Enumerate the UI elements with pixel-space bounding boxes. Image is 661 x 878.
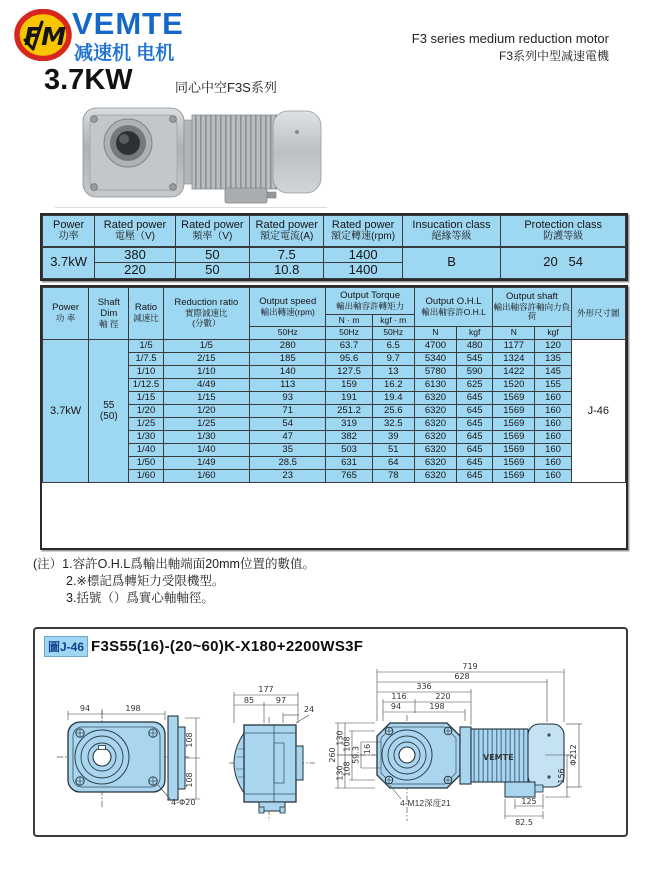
diagram-title bbox=[44, 636, 363, 657]
spec-value-cell: 9.7 bbox=[372, 353, 414, 366]
spec-value-cell: 1/15 bbox=[163, 392, 249, 405]
spec-value-cell: 39 bbox=[372, 431, 414, 444]
spec-table-row bbox=[43, 405, 626, 418]
dimension-label: 24 bbox=[303, 705, 315, 714]
col-ratio: Ratio 減速比 bbox=[129, 288, 163, 340]
spec-value-cell: 135 bbox=[535, 353, 571, 366]
dimension-diagram-box bbox=[33, 627, 628, 837]
spec-value-cell: 19.4 bbox=[372, 392, 414, 405]
spec-value-cell: 93 bbox=[250, 392, 326, 405]
side-view-drawing bbox=[229, 685, 315, 821]
spec-value-cell: 1/25 bbox=[129, 418, 163, 431]
col-frequency: Rated power 頻率（V) bbox=[175, 216, 249, 247]
dimension-label: 116 bbox=[391, 692, 407, 701]
spec-value-cell: 4700 bbox=[414, 340, 456, 353]
spec-value-cell: 1/5 bbox=[129, 340, 163, 353]
spec-value-cell: 1569 bbox=[493, 392, 535, 405]
spec-value-cell: 5340 bbox=[414, 353, 456, 366]
series-title-zh: F3系列中型减速電機 bbox=[498, 49, 609, 63]
dimension-label: 130 bbox=[335, 765, 345, 781]
spec-value-cell: 155 bbox=[535, 379, 571, 392]
col-dimension-drawing: 外形尺寸圖 bbox=[571, 288, 625, 340]
sub-50hz: 50Hz bbox=[250, 327, 326, 340]
spec-value-cell: 160 bbox=[535, 457, 571, 470]
dimension-label: 220 bbox=[435, 692, 451, 701]
spec-value-cell: 645 bbox=[457, 444, 493, 457]
diagram-tag-badge: 圖J-46 bbox=[44, 636, 88, 657]
sub-50hz: 50Hz bbox=[372, 327, 414, 340]
dimension-label: 108 bbox=[342, 761, 352, 777]
col-output-speed: Output speed 輸出轉速(rpm) bbox=[250, 288, 326, 327]
spec-value-cell: 1/7.5 bbox=[129, 353, 163, 366]
sub-n: N bbox=[493, 327, 535, 340]
dimension-label: 97 bbox=[275, 696, 287, 705]
speed-value: 1400 bbox=[324, 263, 402, 279]
spec-value-cell: 1/5 bbox=[163, 340, 249, 353]
spec-value-cell: 160 bbox=[535, 392, 571, 405]
shaft-dim-value bbox=[89, 340, 129, 483]
specification-table bbox=[40, 285, 628, 550]
spec-value-cell: 5780 bbox=[414, 366, 456, 379]
current-value: 10.8 bbox=[250, 263, 324, 279]
spec-value-cell: 480 bbox=[457, 340, 493, 353]
spec-value-cell: 280 bbox=[250, 340, 326, 353]
assembly-view-drawing bbox=[328, 662, 582, 827]
spec-value-cell: 160 bbox=[535, 405, 571, 418]
dimension-label: 108 bbox=[342, 736, 352, 752]
spec-value-cell: 6.5 bbox=[372, 340, 414, 353]
spec-value-cell: 1/30 bbox=[163, 431, 249, 444]
dimension-label: 628 bbox=[454, 672, 470, 681]
spec-value-cell: 13 bbox=[372, 366, 414, 379]
spec-value-cell: 1422 bbox=[493, 366, 535, 379]
dimension-label: 59.3 bbox=[351, 746, 361, 764]
spec-value-cell: 6320 bbox=[414, 418, 456, 431]
spec-value-cell: 35 bbox=[250, 444, 326, 457]
spec-value-cell: 51 bbox=[372, 444, 414, 457]
power-value: 3.7kW bbox=[43, 247, 95, 279]
spec-value-cell: 382 bbox=[326, 431, 372, 444]
dimension-label: 108 bbox=[185, 772, 194, 788]
spec-value-cell: 6320 bbox=[414, 444, 456, 457]
spec-value-cell: 1324 bbox=[493, 353, 535, 366]
shaft-dim-solid: (50) bbox=[99, 411, 118, 422]
voltage-value: 220 bbox=[95, 263, 175, 279]
diagram-model-code: F3S55(16)-(20~60)K-X180+2200WS3F bbox=[91, 638, 364, 655]
spec-value-cell: 1/20 bbox=[163, 405, 249, 418]
spec-value-cell: 160 bbox=[535, 444, 571, 457]
current-value: 7.5 bbox=[250, 247, 324, 263]
spec-value-cell: 645 bbox=[457, 470, 493, 483]
col-output-torque: Output Torque 輸出軸容許轉矩力 bbox=[326, 288, 414, 315]
spec-value-cell: 645 bbox=[457, 392, 493, 405]
spec-value-cell: 1/60 bbox=[129, 470, 163, 483]
dimension-label: 4-Φ20 bbox=[171, 798, 196, 807]
frequency-value: 50 bbox=[175, 247, 249, 263]
spec-table-row bbox=[43, 457, 626, 470]
footnotes bbox=[33, 556, 315, 607]
spec-value-cell: 25.6 bbox=[372, 405, 414, 418]
col-insulation: Insucation class 絕緣等級 bbox=[402, 216, 501, 247]
col-voltage: Rated power 電壓（V) bbox=[95, 216, 175, 247]
spec-value-cell: 1177 bbox=[493, 340, 535, 353]
dimension-label: 108 bbox=[185, 732, 194, 748]
dimension-label: 336 bbox=[416, 682, 432, 691]
spec-value-cell: 1/15 bbox=[129, 392, 163, 405]
power-value: 3.7kW bbox=[43, 340, 89, 483]
spec-value-cell: 32.5 bbox=[372, 418, 414, 431]
col-shaft-dim: Shaft Dim 軸 徑 bbox=[89, 288, 129, 340]
spec-table-row bbox=[43, 366, 626, 379]
spec-value-cell: 1/30 bbox=[129, 431, 163, 444]
gearmotor-photo bbox=[75, 102, 331, 204]
spec-table-row bbox=[43, 470, 626, 483]
spec-value-cell: 645 bbox=[457, 457, 493, 470]
shaft-dim-hollow: 55 bbox=[103, 399, 115, 411]
dimension-label: 85 bbox=[243, 696, 255, 705]
dimension-label: 198 bbox=[125, 704, 141, 713]
spec-value-cell: 625 bbox=[457, 379, 493, 392]
spec-table-row bbox=[43, 379, 626, 392]
spec-value-cell: 590 bbox=[457, 366, 493, 379]
spec-value-cell: 54 bbox=[250, 418, 326, 431]
vemte-logo-icon bbox=[14, 9, 72, 61]
spec-table-body bbox=[43, 340, 626, 483]
spec-value-cell: 1/40 bbox=[129, 444, 163, 457]
series-title-en: F3 series medium reduction motor bbox=[411, 31, 609, 46]
spec-value-cell: 6130 bbox=[414, 379, 456, 392]
spec-value-cell: 645 bbox=[457, 418, 493, 431]
photo-baseline bbox=[55, 207, 327, 208]
spec-value-cell: 251.2 bbox=[326, 405, 372, 418]
spec-value-cell: 140 bbox=[250, 366, 326, 379]
dimension-label: 130 bbox=[335, 730, 345, 746]
dimension-drawing-ref: J-46 bbox=[571, 340, 625, 483]
dimension-label: 125 bbox=[521, 797, 537, 806]
spec-value-cell: 631 bbox=[326, 457, 372, 470]
spec-value-cell: 1/50 bbox=[129, 457, 163, 470]
col-protection: Protection class 防護等級 bbox=[501, 216, 626, 247]
spec-value-cell: 545 bbox=[457, 353, 493, 366]
spec-value-cell: 23 bbox=[250, 470, 326, 483]
col-reduction-ratio: Reduction ratio 實際減速比 (分數） bbox=[163, 288, 249, 340]
col-current: Rated power 額定電流(A) bbox=[250, 216, 324, 247]
series-label: 同心中空F3S系列 bbox=[175, 80, 277, 95]
spec-value-cell: 6320 bbox=[414, 405, 456, 418]
spec-value-cell: 1569 bbox=[493, 457, 535, 470]
spec-value-cell: 64 bbox=[372, 457, 414, 470]
front-view-drawing bbox=[57, 704, 200, 807]
spec-value-cell: 78 bbox=[372, 470, 414, 483]
spec-value-cell: 113 bbox=[250, 379, 326, 392]
spec-value-cell: 1/12.5 bbox=[129, 379, 163, 392]
dimension-label: 177 bbox=[258, 685, 274, 694]
spec-value-cell: 1/10 bbox=[129, 366, 163, 379]
spec-value-cell: 120 bbox=[535, 340, 571, 353]
spec-value-cell: 47 bbox=[250, 431, 326, 444]
spec-table-row bbox=[43, 392, 626, 405]
spec-table-row bbox=[43, 353, 626, 366]
spec-value-cell: 160 bbox=[535, 431, 571, 444]
spec-value-cell: 6320 bbox=[414, 392, 456, 405]
dimension-label: 4-M12深度21 bbox=[400, 798, 451, 808]
frequency-value: 50 bbox=[175, 263, 249, 279]
brand-subtitle: 减速机 电机 bbox=[74, 43, 175, 64]
col-speed: Rated power 額定轉速(rpm) bbox=[324, 216, 402, 247]
speed-value: 1400 bbox=[324, 247, 402, 263]
spec-value-cell: 127.5 bbox=[326, 366, 372, 379]
spec-table-row bbox=[43, 431, 626, 444]
spec-value-cell: 145 bbox=[535, 366, 571, 379]
spec-value-cell: 503 bbox=[326, 444, 372, 457]
dimension-label: 94 bbox=[390, 702, 402, 711]
sub-kgf: kgf bbox=[457, 327, 493, 340]
note-line: 2.※標記爲轉矩力受限機型。 bbox=[66, 574, 225, 588]
dimension-label: 156 bbox=[557, 768, 566, 784]
col-output-ohl: Output O.H.L 輸出軸容許O.H.L bbox=[414, 288, 492, 327]
note-line: 3.括號（）爲實心軸軸徑。 bbox=[66, 591, 214, 605]
dimension-label: 198 bbox=[429, 702, 445, 711]
protection-value: 20 54 bbox=[501, 247, 626, 279]
spec-value-cell: 71 bbox=[250, 405, 326, 418]
power-rating-table bbox=[40, 213, 628, 281]
power-title: 3.7KW bbox=[44, 64, 133, 96]
sub-kgf: kgf bbox=[535, 327, 571, 340]
spec-value-cell: 185 bbox=[250, 353, 326, 366]
spec-value-cell: 1/20 bbox=[129, 405, 163, 418]
unit-nm: N · m bbox=[326, 315, 372, 327]
motor-brand-label: VEMTE bbox=[483, 753, 514, 762]
spec-value-cell: 95.6 bbox=[326, 353, 372, 366]
spec-value-cell: 1/10 bbox=[163, 366, 249, 379]
spec-value-cell: 159 bbox=[326, 379, 372, 392]
spec-value-cell: 16.2 bbox=[372, 379, 414, 392]
spec-table-row bbox=[43, 340, 626, 353]
spec-value-cell: 765 bbox=[326, 470, 372, 483]
brand-name: VEMTE bbox=[72, 6, 184, 41]
dimension-label: 719 bbox=[462, 662, 478, 671]
spec-table-row bbox=[43, 444, 626, 457]
spec-value-cell: 319 bbox=[326, 418, 372, 431]
spec-value-cell: 160 bbox=[535, 470, 571, 483]
voltage-value: 380 bbox=[95, 247, 175, 263]
spec-value-cell: 1/60 bbox=[163, 470, 249, 483]
spec-value-cell: 4/49 bbox=[163, 379, 249, 392]
spec-value-cell: 63.7 bbox=[326, 340, 372, 353]
dimension-label: 260 bbox=[328, 747, 337, 763]
col-output-shaft: Output shaft 輸出軸容許軸向力負荷 bbox=[493, 288, 571, 327]
note-line: (注）1.容許O.H.L爲輸出軸端面20mm位置的數值。 bbox=[33, 557, 315, 571]
spec-value-cell: 191 bbox=[326, 392, 372, 405]
spec-value-cell: 2/15 bbox=[163, 353, 249, 366]
spec-value-cell: 1/49 bbox=[163, 457, 249, 470]
spec-value-cell: 1569 bbox=[493, 444, 535, 457]
col-power: Power 功率 bbox=[43, 216, 95, 247]
dimension-label: Φ212 bbox=[569, 744, 578, 766]
spec-value-cell: 6320 bbox=[414, 431, 456, 444]
dimension-label: 82.5 bbox=[515, 818, 533, 827]
spec-value-cell: 645 bbox=[457, 405, 493, 418]
spec-value-cell: 1569 bbox=[493, 470, 535, 483]
sub-n: N bbox=[414, 327, 456, 340]
insulation-value: B bbox=[402, 247, 501, 279]
spec-value-cell: 1/25 bbox=[163, 418, 249, 431]
dimension-label: 16 bbox=[363, 743, 372, 755]
spec-value-cell: 6320 bbox=[414, 470, 456, 483]
spec-value-cell: 645 bbox=[457, 431, 493, 444]
spec-value-cell: 1520 bbox=[493, 379, 535, 392]
sub-50hz: 50Hz bbox=[326, 327, 372, 340]
spec-table-row bbox=[43, 418, 626, 431]
spec-value-cell: 28.5 bbox=[250, 457, 326, 470]
technical-drawing bbox=[37, 661, 624, 831]
spec-value-cell: 1569 bbox=[493, 431, 535, 444]
spec-value-cell: 1569 bbox=[493, 405, 535, 418]
svg-text:FM: FM bbox=[24, 22, 66, 51]
spec-value-cell: 1569 bbox=[493, 418, 535, 431]
dimension-label: 94 bbox=[79, 704, 91, 713]
spec-value-cell: 160 bbox=[535, 418, 571, 431]
unit-kgfm: kgf · m bbox=[372, 315, 414, 327]
spec-value-cell: 1/40 bbox=[163, 444, 249, 457]
spec-value-cell: 6320 bbox=[414, 457, 456, 470]
col-power: Power 功 率 bbox=[43, 288, 89, 340]
